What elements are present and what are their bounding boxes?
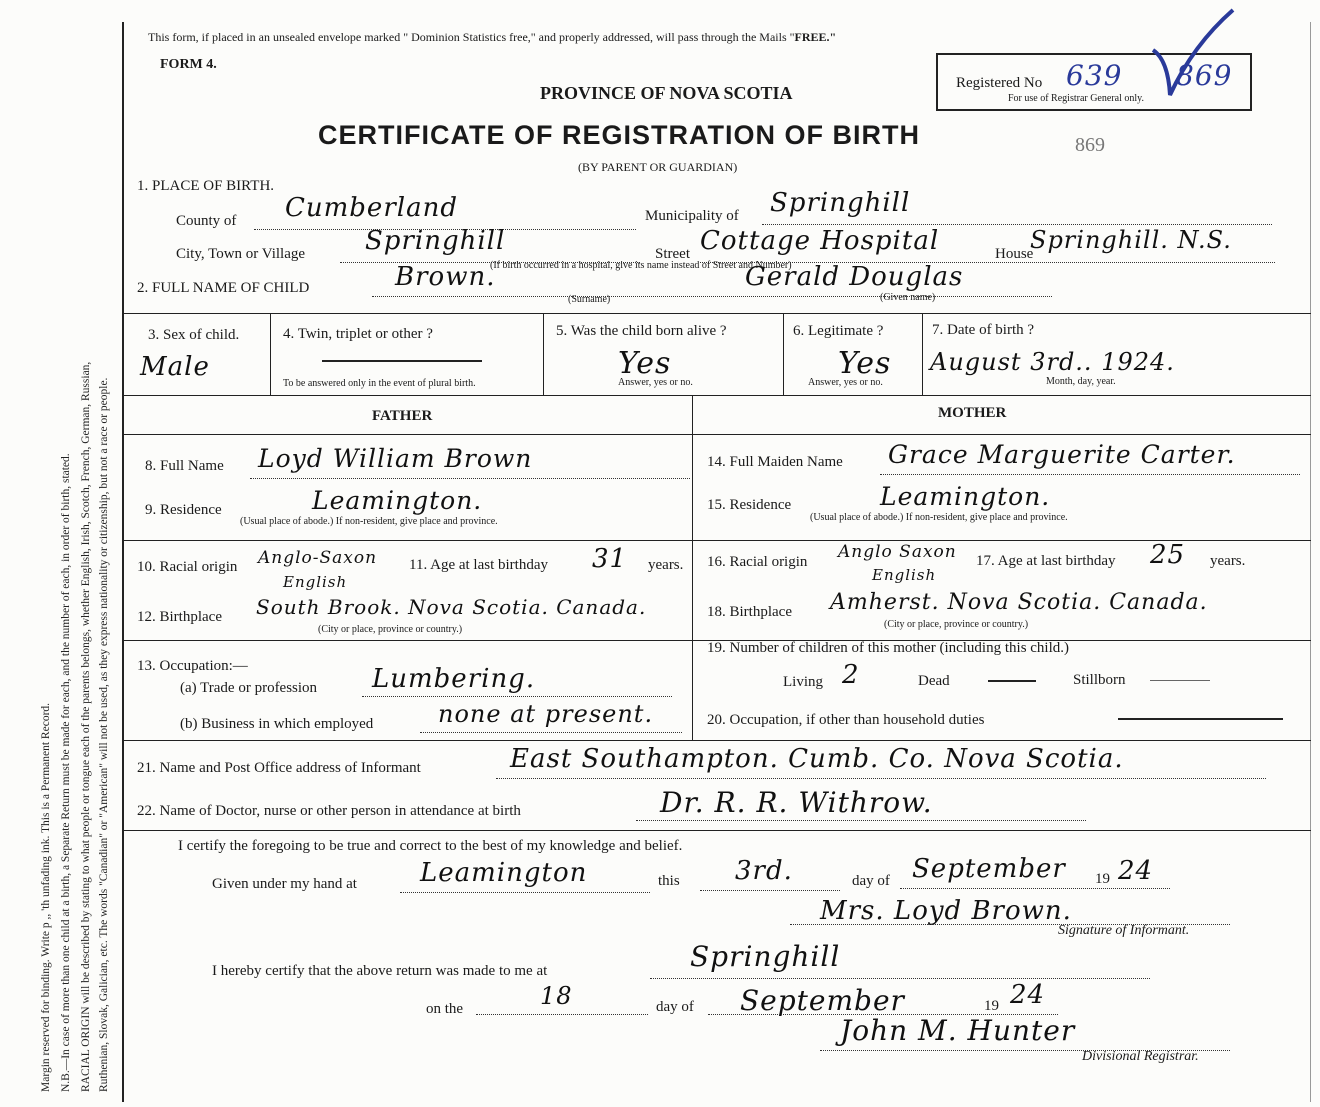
given-place-line (400, 892, 650, 893)
municipality-value: Springhill (770, 188, 911, 218)
certify-year-value: 24 (1118, 856, 1154, 886)
certify-day-value: 3rd. (735, 856, 793, 886)
father-birthplace-note: (City or place, province or country.) (318, 624, 463, 635)
father-name-value: Loyd William Brown (258, 444, 533, 473)
legitimate-value: Yes (838, 346, 892, 381)
father-age-value: 31 (592, 544, 628, 574)
left-border (122, 22, 124, 1102)
row-divider-parents (124, 434, 1311, 435)
father-business-value: none at present. (438, 700, 654, 728)
row-divider-racial (124, 540, 1311, 541)
row-divider-certify (124, 830, 1311, 831)
street-value: Cottage Hospital (700, 226, 940, 256)
father-racial-secondary: English (283, 573, 348, 591)
mother-age-value: 25 (1150, 540, 1186, 570)
child-name-line (372, 296, 1052, 297)
mother-years: years. (1210, 553, 1246, 569)
col-divider-1 (270, 313, 271, 395)
county-label: County of (176, 213, 237, 229)
father-name-line (250, 478, 690, 479)
father-residence-value: Leamington. (312, 486, 483, 515)
registrar-day-value: 18 (540, 982, 573, 1010)
registrar-day-line (476, 1014, 648, 1015)
father-name-label: 8. Full Name (145, 458, 224, 474)
father-racial-value: Anglo-Saxon (258, 548, 378, 568)
certify-year-prefix: 19 (1095, 871, 1110, 887)
this-label: this (658, 873, 680, 889)
registrar-statement: I hereby certify that the above return was made to me at (212, 963, 548, 979)
father-years: years. (648, 557, 684, 573)
house-value: Springhill. N.S. (1030, 226, 1232, 254)
father-residence-note: (Usual place of abode.) If non-resident, give place and province. (240, 516, 498, 527)
child-given-name-value: Gerald Douglas (745, 262, 964, 292)
dob-note: Month, day, year. (1046, 376, 1116, 387)
certify-day-line (700, 890, 840, 891)
margin-note-racial-origin: RACIAL ORIGIN will be described by stating to what people or tongue each of the parents belongs, whether English, Irish, Scotch, French, German, Russian, (80, 361, 92, 1092)
municipality-label: Municipality of (645, 208, 739, 224)
stillborn-label: Stillborn (1073, 672, 1126, 688)
doctor-value: Dr. R. R. Withrow. (660, 786, 933, 819)
certificate-title: CERTIFICATE OF REGISTRATION OF BIRTH (318, 120, 920, 150)
mother-occupation-label: 20. Occupation, if other than household duties (707, 712, 985, 728)
registrar-place-value: Springhill (690, 940, 841, 973)
place-of-birth-label: 1. PLACE OF BIRTH. (137, 178, 275, 194)
county-value: Cumberland (285, 193, 458, 223)
legitimate-note: Answer, yes or no. (808, 377, 883, 388)
mother-name-value: Grace Marguerite Carter. (888, 440, 1236, 469)
father-heading: FATHER (372, 408, 433, 424)
given-place-value: Leamington (420, 858, 588, 888)
registrar-day-of-label: day of (656, 999, 694, 1015)
row-divider-top (124, 313, 1311, 314)
house-label: House (995, 246, 1034, 262)
given-under-label: Given under my hand at (212, 876, 357, 892)
informant-signature: Mrs. Loyd Brown. (820, 896, 1072, 926)
registrar-year-prefix: 19 (984, 998, 999, 1014)
living-value: 2 (842, 660, 860, 690)
registered-number: 639 (1066, 59, 1123, 92)
col-divider-2 (543, 313, 544, 395)
informant-signature-label: Signature of Informant. (1058, 923, 1190, 938)
dob-label: 7. Date of birth ? (932, 322, 1035, 338)
sex-label: 3. Sex of child. (148, 327, 240, 343)
mother-children-label: 19. Number of children of this mother (including this child.) (707, 640, 1070, 656)
dead-label: Dead (918, 673, 950, 689)
sex-value: Male (140, 352, 210, 382)
father-racial-label: 10. Racial origin (137, 559, 238, 575)
mother-heading: MOTHER (938, 405, 1007, 421)
right-border (1310, 22, 1311, 1102)
registrar-year-value: 24 (1010, 980, 1046, 1010)
mother-racial-value: Anglo Saxon (838, 542, 957, 562)
alive-label: 5. Was the child born alive ? (556, 323, 727, 339)
legitimate-label: 6. Legitimate ? (793, 323, 884, 339)
mother-occupation-dash (1118, 718, 1283, 720)
certificate-subtitle: (BY PARENT OR GUARDIAN) (578, 160, 738, 174)
registrar-place-line (650, 978, 1150, 979)
mother-residence-value: Leamington. (880, 482, 1051, 511)
father-age-label: 11. Age at last birthday (409, 557, 548, 573)
city-label: City, Town or Village (176, 246, 306, 262)
father-mother-divider (692, 395, 693, 740)
margin-note-racial-origin-cont: Ruthenian, Slovak, Galician, etc. The words "Canadian" or "American" will not be used, as they express nationality or citizenship, but not a race or people. (98, 377, 110, 1092)
father-business-line (420, 732, 682, 733)
father-residence-label: 9. Residence (145, 502, 222, 518)
surname-label: (Surname) (568, 294, 611, 305)
col-divider-4 (922, 313, 923, 395)
father-trade-line (362, 696, 672, 697)
mother-birthplace-value: Amherst. Nova Scotia. Canada. (830, 590, 1208, 615)
child-name-label: 2. FULL NAME OF CHILD (137, 280, 310, 296)
margin-note-binding: Margin reserved for binding. Write p ,, 'th unfading ink. This is a Permanent Record. (40, 702, 52, 1092)
margin-number: 869 (1075, 134, 1105, 156)
city-value: Springhill (365, 226, 506, 256)
child-surname-value: Brown. (395, 262, 496, 292)
dead-dash (988, 680, 1036, 682)
province-heading: PROVINCE OF NOVA SCOTIA (540, 83, 793, 103)
on-the-label: on the (426, 1001, 464, 1017)
mother-age-label: 17. Age at last birthday (976, 553, 1116, 569)
father-business-label: (b) Business in which employed (180, 716, 374, 732)
father-occupation-label: 13. Occupation:— (137, 658, 248, 674)
living-label: Living (783, 674, 823, 690)
registrar-month-value: September (740, 984, 905, 1017)
registered-number-secondary: 869 (1176, 59, 1233, 92)
father-birthplace-value: South Brook. Nova Scotia. Canada. (256, 595, 647, 619)
father-birthplace-label: 12. Birthplace (137, 609, 222, 625)
twin-label: 4. Twin, triplet or other ? (283, 326, 433, 342)
mother-birthplace-note: (City or place, province or country.) (884, 619, 1029, 630)
registrar-signature-label: Divisional Registrar. (1082, 1049, 1199, 1064)
given-name-label: (Given name) (880, 292, 936, 303)
registration-box (936, 53, 1252, 111)
twin-dash (322, 360, 482, 362)
registrar-general-note: For use of Registrar General only. (1008, 93, 1144, 104)
mother-birthplace-label: 18. Birthplace (707, 604, 792, 620)
mother-residence-label: 15. Residence (707, 497, 792, 513)
certify-statement: I certify the foregoing to be true and correct to the best of my knowledge and belief. (178, 838, 683, 854)
father-trade-label: (a) Trade or profession (180, 680, 318, 696)
informant-value: East Southampton. Cumb. Co. Nova Scotia. (510, 744, 1124, 774)
alive-note: Answer, yes or no. (618, 377, 693, 388)
doctor-line (636, 820, 1086, 821)
check-mark-icon (1148, 5, 1238, 105)
registrar-signature: John M. Hunter (840, 1014, 1076, 1047)
certify-day-of-label: day of (852, 873, 890, 889)
municipality-line (762, 224, 1272, 225)
twin-note: To be answered only in the event of plural birth. (283, 378, 476, 389)
mother-name-label: 14. Full Maiden Name (707, 454, 843, 470)
col-divider-3 (783, 313, 784, 395)
certify-month-value: September (912, 854, 1066, 884)
street-label: Street (655, 246, 690, 262)
form-number: FORM 4. (160, 57, 217, 72)
alive-value: Yes (618, 346, 672, 381)
mother-racial-label: 16. Racial origin (707, 554, 808, 570)
doctor-label: 22. Name of Doctor, nurse or other person in attendance at birth (137, 803, 521, 819)
informant-label: 21. Name and Post Office address of Informant (137, 760, 421, 776)
father-trade-value: Lumbering. (372, 664, 536, 694)
margin-note-multiple-births: N.B.—In case of more than one child at a birth, a Separate Return must be made for each, and the number of each, in order of birth, stated. (60, 453, 72, 1092)
registered-label: Registered No (956, 75, 1043, 91)
mail-notice: This form, if placed in an unsealed envelope marked " Dominion Statistics free," and properly addressed, will pass through the Mails "FREE." (148, 30, 837, 44)
dob-value: August 3rd.. 1924. (930, 348, 1175, 376)
mother-name-line (880, 474, 1300, 475)
row-divider-informant (124, 740, 1311, 741)
row-divider-bottom (124, 395, 1311, 396)
informant-line (496, 778, 1266, 779)
mother-residence-note: (Usual place of abode.) If non-resident, give place and province. (810, 512, 1068, 523)
stillborn-dash (1150, 680, 1210, 681)
hospital-note: (If birth occurred in a hospital, give its name instead of Street and Number) (490, 260, 792, 271)
mother-racial-secondary: English (872, 566, 937, 584)
certify-month-line (900, 888, 1170, 889)
